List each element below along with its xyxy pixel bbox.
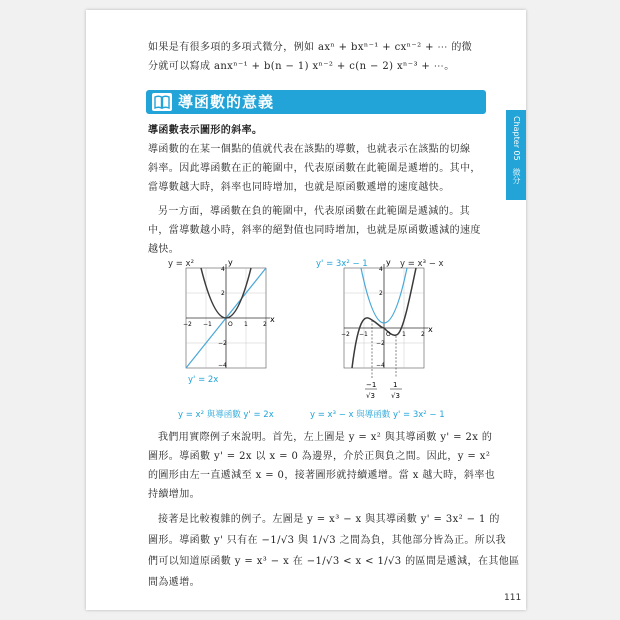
- para1-line-3: 當導數越大時，斜率也同時增加，也就是原函數遞增的速度越快。: [148, 182, 450, 193]
- y-tick: 2: [221, 290, 225, 297]
- x-tick: 1: [402, 331, 406, 338]
- chapter-side-tab: [506, 110, 526, 200]
- x-tick: −2: [341, 331, 350, 338]
- para3-line-2: 圖形。導函數 y' = 2x 以 x = 0 為邊界，介於正與負之間。因此，y = x²: [148, 451, 491, 462]
- y-tick: 4: [379, 266, 383, 273]
- page-number: 111: [504, 593, 522, 603]
- x-tick: 1: [244, 321, 248, 328]
- x-tick: 2: [263, 321, 267, 328]
- y-tick: −2: [218, 340, 227, 347]
- x-tick: −2: [183, 321, 192, 328]
- book-page: [86, 10, 526, 610]
- section-heading: [146, 90, 486, 114]
- curve-label: y = x²: [168, 259, 194, 269]
- x-tick: −1: [359, 331, 368, 338]
- intro-line-1: 如果是有很多項的多項式微分，例如 axⁿ + bxⁿ⁻¹ + cxⁿ⁻² + ⋯ 的微: [148, 42, 473, 53]
- para3-line-1: 我們用實際例子來說明。首先，左上圖是 y = x² 與其導函數 y' = 2x 的: [158, 432, 493, 443]
- book-icon: [152, 93, 172, 111]
- chapter-label: Chapter 05: [512, 116, 521, 161]
- figure-right-caption: y = x³ − x 與導函數 y' = 3x² − 1: [310, 410, 445, 420]
- section-title: 導函數的意義: [178, 93, 275, 111]
- curve-label: y = x³ − x: [400, 259, 444, 269]
- chapter-name: 微分: [512, 168, 521, 184]
- para2-line-2: 中，當導數越小時，斜率的絕對值也同時增加，也就是原函數遞減的速度: [148, 225, 481, 236]
- y-tick: −4: [218, 362, 227, 369]
- para4-line-2: 圖形。導函數 y' 只有在 −1/√3 與 1/√3 之間為負，其他部分皆為正。所以我: [148, 535, 506, 546]
- para1-line-1: 導函數的在某一個點的值就代表在該點的導數，也就表示在該點的切線: [148, 144, 471, 155]
- para4-line-3: 們可以知道原函數 y = x³ − x 在 −1/√3 < x < 1/√3 的區間是遞減，在其他區: [148, 556, 520, 567]
- x-axis-label: x: [270, 315, 275, 324]
- intro-line-2: 分就可以寫成 anxⁿ⁻¹ + b(n − 1) xⁿ⁻² + c(n − 2) xⁿ⁻³ + ⋯。: [148, 61, 455, 72]
- subheading: 導函數表示圖形的斜率。: [148, 125, 263, 136]
- para3-line-3: 的圖形由左一直遞減至 x = 0，接著圖形就持續遞增。當 x 越大時，斜率也: [148, 470, 496, 481]
- figure-right: [314, 256, 454, 406]
- marker-right-den: √3: [391, 392, 400, 400]
- para4-line-4: 間為遞增。: [148, 577, 200, 588]
- para4-line-1: 接著是比較複雜的例子。左圖是 y = x³ − x 與其導函數 y' = 3x² − 1 的: [158, 514, 500, 525]
- marker-left-den: √3: [366, 392, 375, 400]
- figure-left: [166, 256, 286, 386]
- para2-line-1: 另一方面，導函數在負的範圍中，代表原函數在此範圍是遞減的。其: [158, 206, 470, 217]
- y-tick: −2: [376, 340, 385, 347]
- figure-left-caption: y = x² 與導函數 y' = 2x: [178, 410, 274, 420]
- marker-right-num: 1: [393, 381, 398, 389]
- marker-left-num: −1: [366, 381, 377, 389]
- y-axis-label: y: [228, 258, 233, 267]
- y-tick: 2: [379, 290, 383, 297]
- derivative-label: y' = 2x: [188, 375, 219, 385]
- origin-label: O: [228, 321, 233, 328]
- para3-line-4: 持續增加。: [148, 489, 200, 500]
- y-axis-label: y: [386, 258, 391, 267]
- x-tick: −1: [203, 321, 212, 328]
- y-tick: −4: [376, 362, 385, 369]
- para1-line-2: 斜率。因此導函數在正的範圍中，代表原函數在此範圍是遞增的。其中，: [148, 163, 481, 174]
- y-tick: 4: [221, 266, 225, 273]
- derivative-label: y' = 3x² − 1: [316, 259, 368, 269]
- x-axis-label: x: [428, 325, 433, 334]
- origin-label: O: [386, 331, 391, 338]
- x-tick: 2: [421, 331, 425, 338]
- para2-line-3: 越快。: [148, 244, 180, 255]
